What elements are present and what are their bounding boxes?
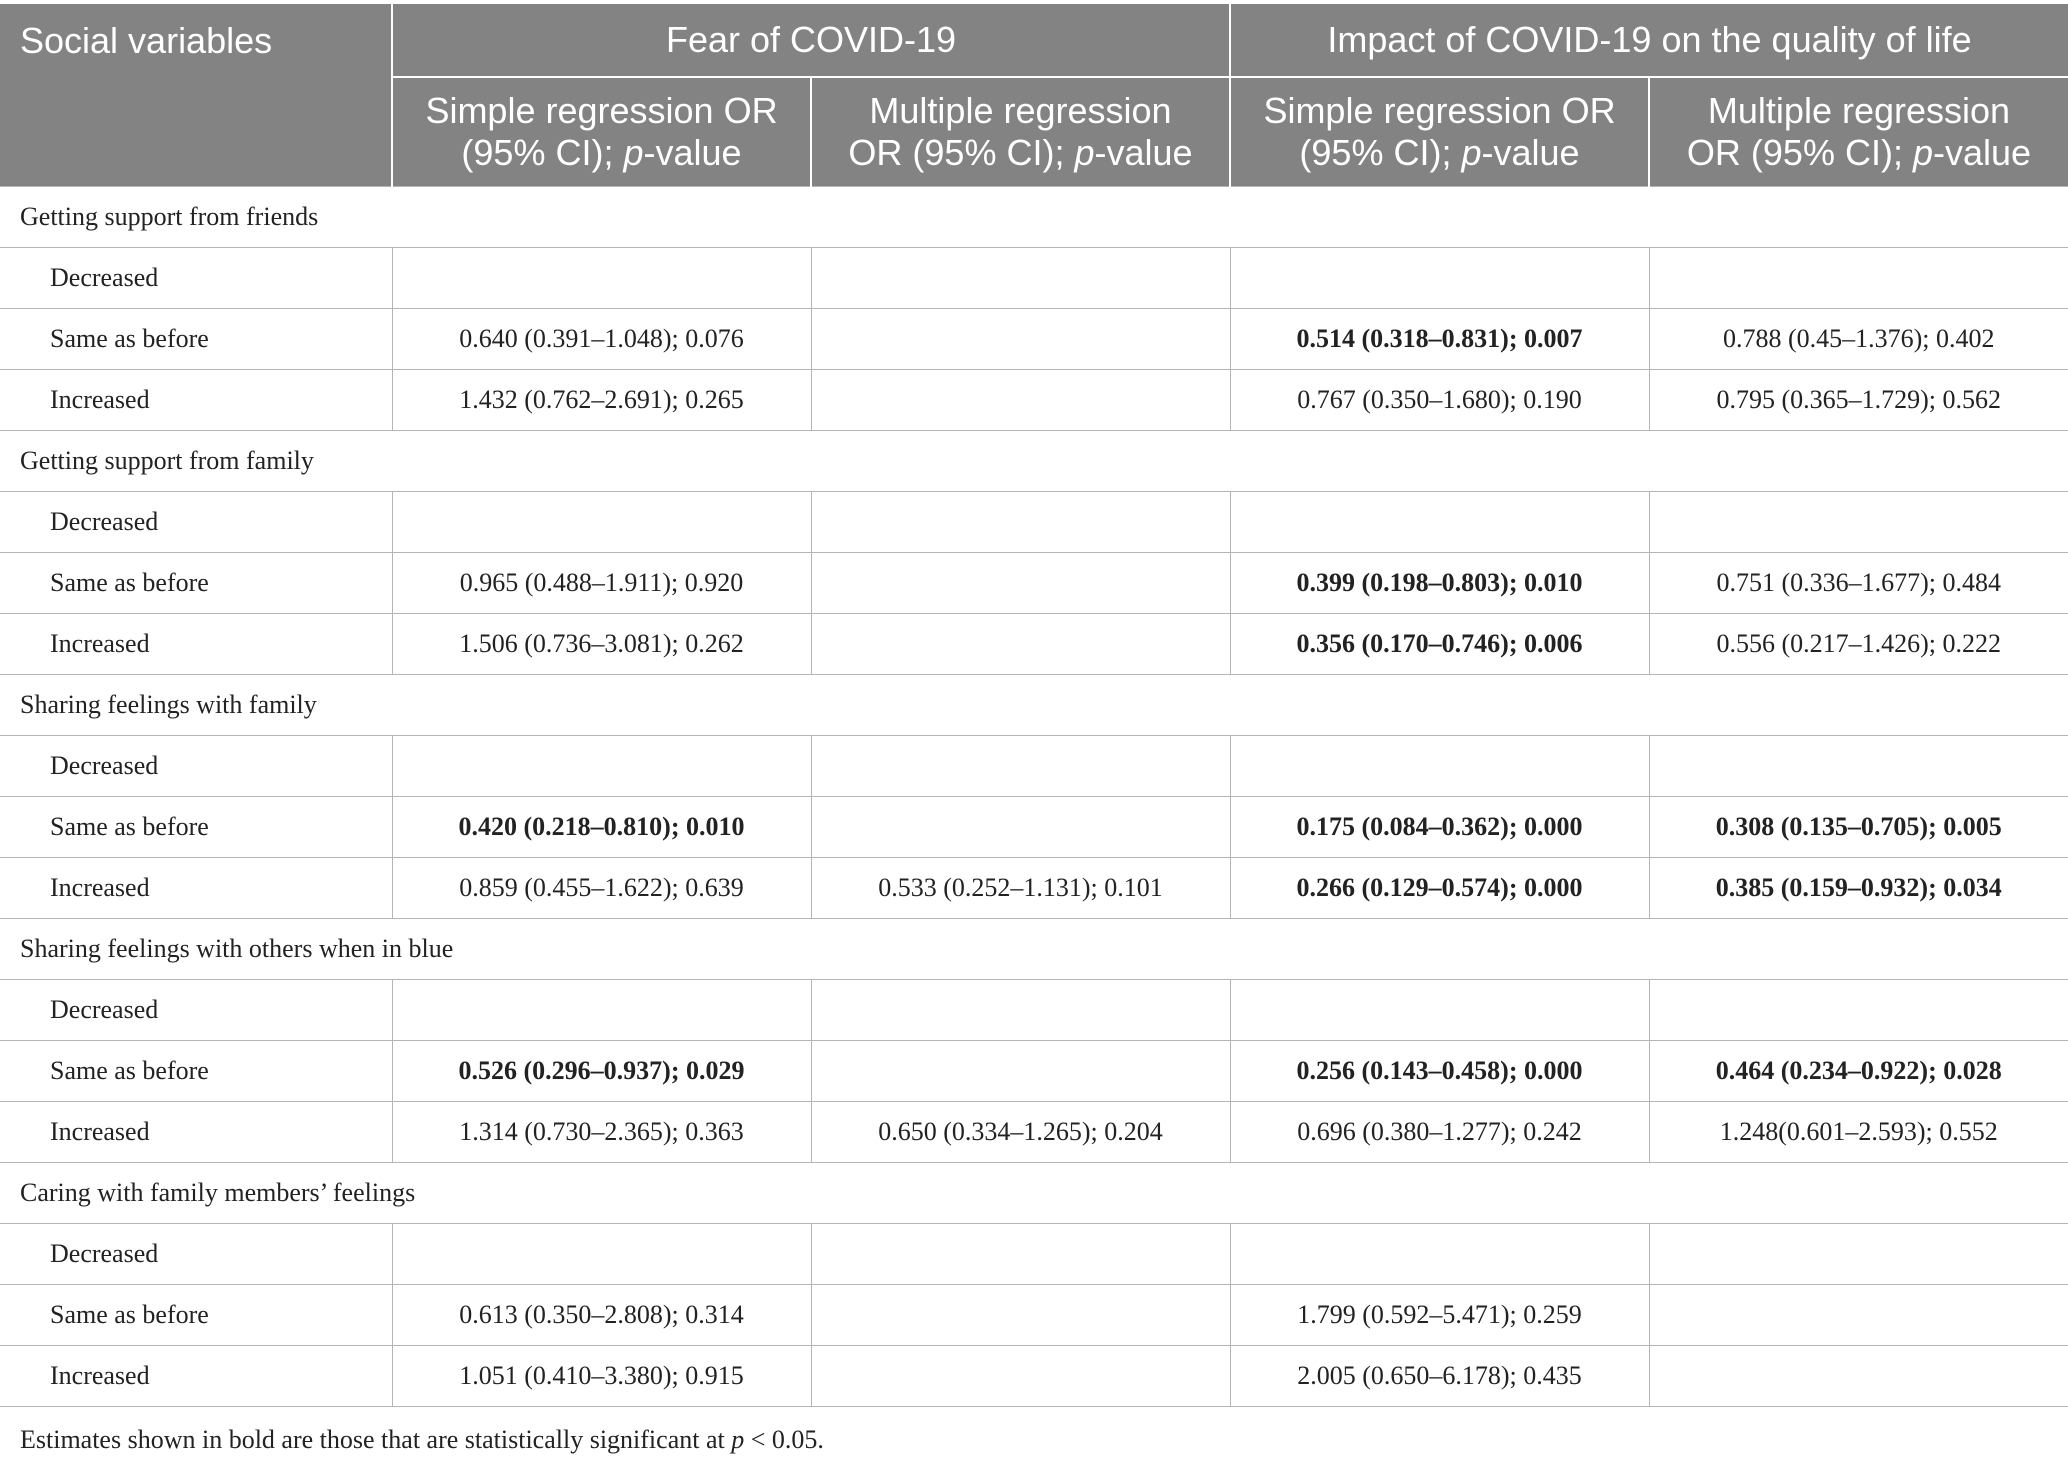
cell-fear-simple [392, 1224, 811, 1285]
cell-fear-simple: 1.432 (0.762–2.691); 0.265 [392, 370, 811, 431]
table-row [0, 797, 2068, 858]
table-row [0, 614, 2068, 675]
group-row [0, 919, 2068, 980]
cell-qol-simple [1230, 1224, 1649, 1285]
cell-qol-multiple [1649, 736, 2068, 797]
header-line: (95% CI); [461, 132, 624, 173]
header-qol-simple [1230, 77, 1649, 187]
group-label: Sharing feelings with family [0, 675, 2068, 736]
p-italic: p [623, 132, 644, 173]
level-label: Increased [0, 614, 392, 675]
cell-qol-multiple: 0.556 (0.217–1.426); 0.222 [1649, 614, 2068, 675]
cell-fear-simple [392, 980, 811, 1041]
cell-fear-simple: 0.965 (0.488–1.911); 0.920 [392, 553, 811, 614]
table-row [0, 980, 2068, 1041]
group-label: Getting support from friends [0, 187, 2068, 248]
regression-table-container [0, 4, 2068, 1407]
table-row [0, 858, 2068, 919]
group-label: Sharing feelings with others when in blue [0, 919, 2068, 980]
table-row [0, 1346, 2068, 1407]
cell-fear-multiple [811, 553, 1230, 614]
cell-qol-multiple [1649, 492, 2068, 553]
cell-fear-simple [392, 248, 811, 309]
level-label: Same as before [0, 1041, 392, 1102]
table-row [0, 492, 2068, 553]
cell-fear-multiple [811, 797, 1230, 858]
level-label: Same as before [0, 309, 392, 370]
cell-qol-multiple: 0.464 (0.234–0.922); 0.028 [1649, 1041, 2068, 1102]
cell-fear-simple: 0.640 (0.391–1.048); 0.076 [392, 309, 811, 370]
cell-fear-simple [392, 492, 811, 553]
p-italic: p [1912, 132, 1933, 173]
header-qol-multiple [1649, 77, 2068, 187]
header-fear-simple [392, 77, 811, 187]
cell-qol-simple: 0.514 (0.318–0.831); 0.007 [1230, 309, 1649, 370]
header-fear-covid: Fear of COVID-19 [392, 4, 1230, 77]
cell-qol-simple [1230, 248, 1649, 309]
cell-qol-simple: 1.799 (0.592–5.471); 0.259 [1230, 1285, 1649, 1346]
header-line: (95% CI); [1299, 132, 1462, 173]
cell-fear-multiple [811, 1224, 1230, 1285]
cell-fear-simple: 1.314 (0.730–2.365); 0.363 [392, 1102, 811, 1163]
header-line: -value [1933, 132, 2032, 173]
table-row [0, 553, 2068, 614]
cell-qol-multiple: 0.795 (0.365–1.729); 0.562 [1649, 370, 2068, 431]
cell-fear-simple: 1.051 (0.410–3.380); 0.915 [392, 1346, 811, 1407]
cell-fear-multiple: 0.650 (0.334–1.265); 0.204 [811, 1102, 1230, 1163]
table-row [0, 309, 2068, 370]
level-label: Increased [0, 370, 392, 431]
level-label: Decreased [0, 980, 392, 1041]
cell-qol-multiple: 0.308 (0.135–0.705); 0.005 [1649, 797, 2068, 858]
level-label: Decreased [0, 492, 392, 553]
table-row [0, 736, 2068, 797]
footnote-text: Estimates shown in bold are those that are statistically significant at [20, 1425, 732, 1454]
cell-fear-simple: 0.859 (0.455–1.622); 0.639 [392, 858, 811, 919]
p-italic: p [1074, 132, 1095, 173]
table-row [0, 248, 2068, 309]
header-line: Simple regression OR [1263, 90, 1616, 131]
cell-qol-simple [1230, 736, 1649, 797]
table-row [0, 1041, 2068, 1102]
footnote-text: < 0.05. [744, 1425, 824, 1454]
regression-table [0, 4, 2068, 1407]
cell-qol-simple: 0.767 (0.350–1.680); 0.190 [1230, 370, 1649, 431]
cell-qol-multiple [1649, 1346, 2068, 1407]
level-label: Same as before [0, 553, 392, 614]
level-label: Same as before [0, 1285, 392, 1346]
cell-qol-multiple: 0.385 (0.159–0.932); 0.034 [1649, 858, 2068, 919]
cell-qol-simple: 0.175 (0.084–0.362); 0.000 [1230, 797, 1649, 858]
group-label: Caring with family members’ feelings [0, 1163, 2068, 1224]
cell-fear-multiple [811, 736, 1230, 797]
cell-fear-multiple [811, 370, 1230, 431]
cell-qol-multiple: 0.751 (0.336–1.677); 0.484 [1649, 553, 2068, 614]
header-line: OR (95% CI); [848, 132, 1075, 173]
p-italic: p [1461, 132, 1482, 173]
cell-qol-simple: 0.256 (0.143–0.458); 0.000 [1230, 1041, 1649, 1102]
cell-qol-simple: 0.266 (0.129–0.574); 0.000 [1230, 858, 1649, 919]
cell-qol-simple: 0.399 (0.198–0.803); 0.010 [1230, 553, 1649, 614]
table-footnote [20, 1425, 824, 1455]
cell-qol-simple [1230, 980, 1649, 1041]
level-label: Increased [0, 1346, 392, 1407]
header-line: -value [643, 132, 742, 173]
p-italic: p [731, 1425, 745, 1454]
group-row [0, 675, 2068, 736]
cell-qol-multiple: 0.788 (0.45–1.376); 0.402 [1649, 309, 2068, 370]
cell-qol-simple: 2.005 (0.650–6.178); 0.435 [1230, 1346, 1649, 1407]
level-label: Increased [0, 858, 392, 919]
level-label: Decreased [0, 1224, 392, 1285]
group-label: Getting support from family [0, 431, 2068, 492]
cell-qol-multiple [1649, 248, 2068, 309]
table-row [0, 370, 2068, 431]
level-label: Same as before [0, 797, 392, 858]
cell-fear-simple: 0.526 (0.296–0.937); 0.029 [392, 1041, 811, 1102]
table-row [0, 1285, 2068, 1346]
header-line: OR (95% CI); [1686, 132, 1913, 173]
cell-qol-multiple [1649, 980, 2068, 1041]
group-row [0, 1163, 2068, 1224]
cell-fear-multiple [811, 309, 1230, 370]
level-label: Decreased [0, 736, 392, 797]
cell-qol-simple: 0.696 (0.380–1.277); 0.242 [1230, 1102, 1649, 1163]
header-line: -value [1094, 132, 1193, 173]
cell-fear-multiple [811, 1041, 1230, 1102]
cell-fear-multiple: 0.533 (0.252–1.131); 0.101 [811, 858, 1230, 919]
cell-qol-simple [1230, 492, 1649, 553]
cell-fear-multiple [811, 248, 1230, 309]
cell-fear-simple: 1.506 (0.736–3.081); 0.262 [392, 614, 811, 675]
header-social-variables: Social variables [0, 4, 392, 187]
cell-qol-simple: 0.356 (0.170–0.746); 0.006 [1230, 614, 1649, 675]
cell-fear-simple [392, 736, 811, 797]
header-line: Simple regression OR [425, 90, 778, 131]
cell-fear-multiple [811, 980, 1230, 1041]
cell-fear-multiple [811, 1346, 1230, 1407]
cell-fear-multiple [811, 614, 1230, 675]
cell-fear-multiple [811, 1285, 1230, 1346]
level-label: Decreased [0, 248, 392, 309]
header-fear-multiple [811, 77, 1230, 187]
cell-qol-multiple [1649, 1285, 2068, 1346]
cell-fear-multiple [811, 492, 1230, 553]
cell-qol-multiple [1649, 1224, 2068, 1285]
header-qol-impact: Impact of COVID-19 on the quality of life [1230, 4, 2068, 77]
header-line: -value [1481, 132, 1580, 173]
table-row [0, 1224, 2068, 1285]
group-row [0, 187, 2068, 248]
cell-qol-multiple: 1.248(0.601–2.593); 0.552 [1649, 1102, 2068, 1163]
table-row [0, 1102, 2068, 1163]
group-row [0, 431, 2068, 492]
header-line: Multiple regression [869, 90, 1172, 131]
cell-fear-simple: 0.613 (0.350–2.808); 0.314 [392, 1285, 811, 1346]
header-line: Multiple regression [1707, 90, 2011, 131]
level-label: Increased [0, 1102, 392, 1163]
cell-fear-simple: 0.420 (0.218–0.810); 0.010 [392, 797, 811, 858]
